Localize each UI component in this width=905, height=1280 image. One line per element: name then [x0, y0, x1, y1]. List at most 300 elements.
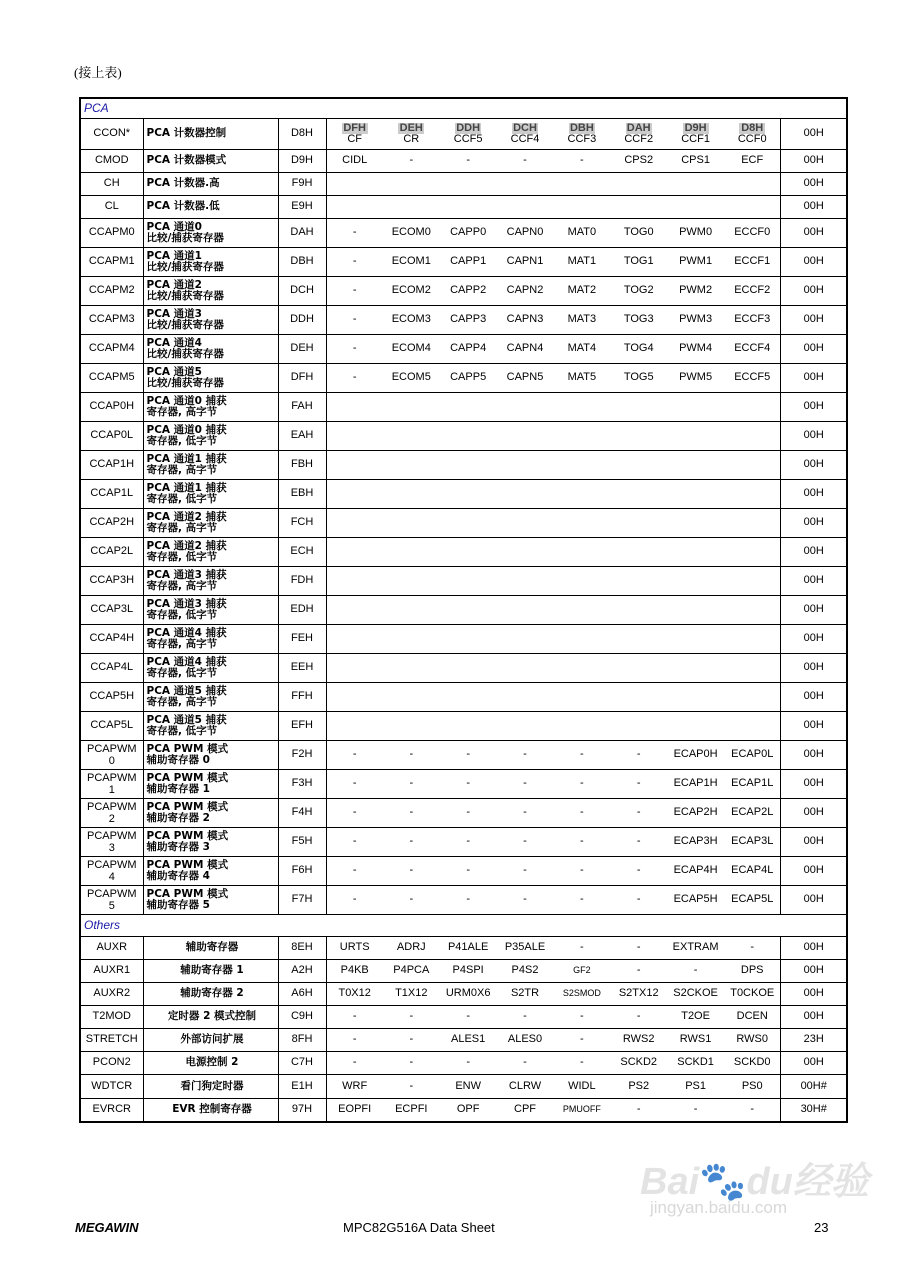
bit-cell: - — [497, 856, 554, 885]
register-description: 电源控制 2 — [143, 1051, 278, 1074]
reset-value: 00H — [781, 450, 847, 479]
bit-cell: SCKD2 — [610, 1051, 667, 1074]
bit-cell: CAPN0 — [497, 218, 554, 247]
register-address: EEH — [278, 653, 326, 682]
register-description: PCA 通道1 捕获 寄存器, 低字节 — [143, 479, 278, 508]
register-description: PCA 通道4 捕获 寄存器, 高字节 — [143, 624, 278, 653]
register-description: 看门狗定时器 — [143, 1074, 278, 1098]
register-description: PCA 计数器控制 — [143, 118, 278, 149]
bit-cell: SCKD0 — [724, 1051, 781, 1074]
register-name: PCAPWM 0 — [80, 740, 143, 769]
register-row — [80, 508, 847, 537]
register-address: EDH — [278, 595, 326, 624]
register-description: PCA PWM 模式 辅助寄存器 2 — [143, 798, 278, 827]
register-row — [80, 1074, 847, 1098]
register-address: EAH — [278, 421, 326, 450]
bit-name: CR — [403, 132, 420, 145]
register-name: CCON* — [80, 118, 143, 149]
register-name: PCAPWM 4 — [80, 856, 143, 885]
bit-cell: - — [383, 856, 440, 885]
bit-cell: ECAP1L — [724, 769, 781, 798]
bit-cell: - — [724, 1098, 781, 1122]
bit-cell: - — [497, 827, 554, 856]
bit-cell: ECAP3H — [667, 827, 724, 856]
bit-cell: - — [326, 798, 383, 827]
bit-cell: - — [383, 827, 440, 856]
register-name: CH — [80, 172, 143, 195]
register-address: EFH — [278, 711, 326, 740]
register-name: CCAP1H — [80, 450, 143, 479]
bit-cell: CPS1 — [667, 149, 724, 172]
register-address: FBH — [278, 450, 326, 479]
register-address: A2H — [278, 959, 326, 982]
bit-cell: - — [497, 1005, 554, 1028]
bit-cell: ECAP1H — [667, 769, 724, 798]
bit-cell: T0X12 — [326, 982, 383, 1005]
bit-cell: GF2 — [553, 959, 610, 982]
register-description: PCA 通道0 捕获 寄存器, 低字节 — [143, 421, 278, 450]
bit-cell: CIDL — [326, 149, 383, 172]
bit-cell: MAT5 — [553, 363, 610, 392]
register-address: DEH — [278, 334, 326, 363]
bit-cell: - — [553, 798, 610, 827]
bit-cell: - — [326, 769, 383, 798]
bit-cell: - — [610, 1098, 667, 1122]
register-address: FCH — [278, 508, 326, 537]
bit-cell: - — [553, 885, 610, 914]
bit-cell: PWM2 — [667, 276, 724, 305]
register-description: PCA 计数器.低 — [143, 195, 278, 218]
bit-cell: - — [440, 885, 497, 914]
bit-cell — [440, 118, 497, 149]
bit-cell: TOG5 — [610, 363, 667, 392]
continuation-note: (接上表) — [74, 65, 122, 80]
register-address: C9H — [278, 1005, 326, 1028]
register-description: PCA 通道1 捕获 寄存器, 高字节 — [143, 450, 278, 479]
reset-value: 00H — [781, 624, 847, 653]
section-header-row — [80, 98, 847, 118]
register-row — [80, 334, 847, 363]
reset-value: 30H# — [781, 1098, 847, 1122]
register-address: F2H — [278, 740, 326, 769]
bit-cell: T1X12 — [383, 982, 440, 1005]
register-address: DFH — [278, 363, 326, 392]
reset-value: 00H — [781, 856, 847, 885]
bit-cell: - — [383, 149, 440, 172]
bit-cell: PS0 — [724, 1074, 781, 1098]
bit-cell: P35ALE — [497, 936, 554, 959]
bit-cell: ADRJ — [383, 936, 440, 959]
reset-value: 00H — [781, 827, 847, 856]
register-address: FAH — [278, 392, 326, 421]
register-address: FEH — [278, 624, 326, 653]
register-address: DBH — [278, 247, 326, 276]
bit-cell: - — [440, 827, 497, 856]
bit-cell: ECCF4 — [724, 334, 781, 363]
bit-cell: - — [610, 936, 667, 959]
bit-cell: - — [610, 959, 667, 982]
bit-cell: ECCF2 — [724, 276, 781, 305]
bit-cell: WIDL — [553, 1074, 610, 1098]
bit-cell: CAPP0 — [440, 218, 497, 247]
bit-cell: MAT2 — [553, 276, 610, 305]
register-name: PCAPWM 1 — [80, 769, 143, 798]
register-row — [80, 247, 847, 276]
reset-value: 00H — [781, 334, 847, 363]
reset-value: 00H — [781, 149, 847, 172]
reset-value: 00H — [781, 885, 847, 914]
register-row — [80, 537, 847, 566]
bit-cell: - — [610, 885, 667, 914]
bit-cell: - — [326, 1051, 383, 1074]
register-address: D8H — [278, 118, 326, 149]
bit-cells-empty — [326, 479, 781, 508]
bit-address: D9H — [684, 121, 707, 134]
bit-name: CCF1 — [681, 132, 710, 145]
register-name: CCAP5H — [80, 682, 143, 711]
reset-value: 00H — [781, 959, 847, 982]
bit-cell: URM0X6 — [440, 982, 497, 1005]
register-address: 8EH — [278, 936, 326, 959]
bit-cell: ECAP2L — [724, 798, 781, 827]
register-row — [80, 1005, 847, 1028]
reset-value: 00H — [781, 769, 847, 798]
bit-cells-empty — [326, 421, 781, 450]
bit-cells-empty — [326, 653, 781, 682]
bit-cell: - — [383, 1005, 440, 1028]
bit-cell: - — [610, 769, 667, 798]
register-description: PCA 通道5 比较/捕获寄存器 — [143, 363, 278, 392]
reset-value: 00H — [781, 218, 847, 247]
register-row — [80, 392, 847, 421]
register-name: CCAPM5 — [80, 363, 143, 392]
register-name: STRETCH — [80, 1028, 143, 1051]
bit-cell: CAPP4 — [440, 334, 497, 363]
bit-cell: MAT4 — [553, 334, 610, 363]
bit-cell — [497, 118, 554, 149]
bit-cell: CAPN3 — [497, 305, 554, 334]
bit-address: DEH — [399, 121, 423, 134]
register-row — [80, 595, 847, 624]
bit-cell: - — [610, 798, 667, 827]
bit-cell: ECOM5 — [383, 363, 440, 392]
bit-cell: - — [326, 1028, 383, 1051]
bit-cell: ECAP4L — [724, 856, 781, 885]
reset-value: 00H — [781, 711, 847, 740]
bit-cell: - — [326, 885, 383, 914]
bit-cell: ECAP5H — [667, 885, 724, 914]
bit-cell: S2CKOE — [667, 982, 724, 1005]
register-description: PCA 通道2 比较/捕获寄存器 — [143, 276, 278, 305]
bit-cell: CAPN1 — [497, 247, 554, 276]
reset-value: 00H — [781, 276, 847, 305]
bit-cell: - — [610, 740, 667, 769]
register-description: 外部访问扩展 — [143, 1028, 278, 1051]
reset-value: 00H — [781, 798, 847, 827]
reset-value: 23H — [781, 1028, 847, 1051]
bit-cell: - — [553, 936, 610, 959]
register-address: F3H — [278, 769, 326, 798]
register-address: F5H — [278, 827, 326, 856]
bit-cell — [610, 118, 667, 149]
register-name: CCAP4L — [80, 653, 143, 682]
bit-cell: - — [440, 769, 497, 798]
bit-cell: CPS2 — [610, 149, 667, 172]
register-row — [80, 959, 847, 982]
bit-cell: P41ALE — [440, 936, 497, 959]
bit-cell: PWM0 — [667, 218, 724, 247]
register-description: PCA 通道0 比较/捕获寄存器 — [143, 218, 278, 247]
register-address: 8FH — [278, 1028, 326, 1051]
bit-cell: - — [497, 769, 554, 798]
register-row — [80, 479, 847, 508]
register-description: PCA 通道3 比较/捕获寄存器 — [143, 305, 278, 334]
register-description: PCA PWM 模式 辅助寄存器 4 — [143, 856, 278, 885]
bit-cells-empty — [326, 682, 781, 711]
bit-cell: PWM4 — [667, 334, 724, 363]
register-name: EVRCR — [80, 1098, 143, 1122]
bit-cell: CAPP3 — [440, 305, 497, 334]
bit-cell: DCEN — [724, 1005, 781, 1028]
bit-cell: RWS1 — [667, 1028, 724, 1051]
reset-value: 00H — [781, 479, 847, 508]
register-description: PCA 计数器.高 — [143, 172, 278, 195]
reset-value: 00H — [781, 247, 847, 276]
bit-name: CCF0 — [737, 132, 767, 145]
reset-value: 00H — [781, 566, 847, 595]
bit-cell — [553, 118, 610, 149]
register-description: PCA PWM 模式 辅助寄存器 1 — [143, 769, 278, 798]
bit-cell: CLRW — [497, 1074, 554, 1098]
reset-value: 00H — [781, 305, 847, 334]
bit-cell: TOG3 — [610, 305, 667, 334]
register-address: EBH — [278, 479, 326, 508]
bit-cell: PS1 — [667, 1074, 724, 1098]
bit-cell — [667, 118, 724, 149]
bit-cells-empty — [326, 450, 781, 479]
bit-cell: - — [326, 363, 383, 392]
bit-cells-empty — [326, 566, 781, 595]
bit-cell: - — [553, 769, 610, 798]
register-address: F7H — [278, 885, 326, 914]
bit-cell: P4S2 — [497, 959, 554, 982]
watermark-url: jingyan.baidu.com — [650, 1198, 788, 1217]
bit-cell: PS2 — [610, 1074, 667, 1098]
register-row — [80, 856, 847, 885]
bit-cell: - — [383, 885, 440, 914]
bit-cell: URTS — [326, 936, 383, 959]
sfr-table — [79, 97, 848, 1123]
register-name: CCAP2L — [80, 537, 143, 566]
bit-cell: - — [440, 856, 497, 885]
register-name: CCAP1L — [80, 479, 143, 508]
bit-cell: ALES0 — [497, 1028, 554, 1051]
bit-cells-empty — [326, 508, 781, 537]
register-address: DAH — [278, 218, 326, 247]
reset-value: 00H — [781, 392, 847, 421]
section-title: Others — [80, 914, 847, 936]
bit-cell: - — [326, 334, 383, 363]
bit-cell: - — [440, 1051, 497, 1074]
bit-cell: ECOM4 — [383, 334, 440, 363]
bit-cell: - — [667, 1098, 724, 1122]
bit-cell: ECAP0L — [724, 740, 781, 769]
reset-value: 00H# — [781, 1074, 847, 1098]
bit-cell: MAT3 — [553, 305, 610, 334]
bit-cell: - — [326, 276, 383, 305]
register-address: C7H — [278, 1051, 326, 1074]
bit-address: D8H — [741, 121, 764, 134]
register-row — [80, 195, 847, 218]
bit-cell: ECAP3L — [724, 827, 781, 856]
bit-name: CCF5 — [453, 132, 483, 145]
bit-cell: TOG4 — [610, 334, 667, 363]
register-name: AUXR2 — [80, 982, 143, 1005]
register-row — [80, 711, 847, 740]
register-description: PCA 通道1 比较/捕获寄存器 — [143, 247, 278, 276]
bit-cell: RWS2 — [610, 1028, 667, 1051]
bit-name: CCF2 — [624, 132, 654, 145]
register-description: PCA 通道5 捕获 寄存器, 高字节 — [143, 682, 278, 711]
register-row — [80, 1098, 847, 1122]
register-address: D9H — [278, 149, 326, 172]
bit-cell: ECAP2H — [667, 798, 724, 827]
bit-name: CF — [347, 132, 363, 145]
bit-cell: CPF — [497, 1098, 554, 1122]
bit-cell: ECOM3 — [383, 305, 440, 334]
reset-value: 00H — [781, 508, 847, 537]
bit-cell: - — [383, 1028, 440, 1051]
bit-cell: ECOM0 — [383, 218, 440, 247]
bit-cell: ECOM2 — [383, 276, 440, 305]
register-name: AUXR — [80, 936, 143, 959]
register-name: CCAP3L — [80, 595, 143, 624]
page-number: 23 — [814, 1220, 829, 1235]
bit-cell: WRF — [326, 1074, 383, 1098]
section-title: PCA — [80, 98, 847, 118]
register-row — [80, 363, 847, 392]
bit-cell: - — [553, 1028, 610, 1051]
bit-cell: S2TX12 — [610, 982, 667, 1005]
register-description: 辅助寄存器 1 — [143, 959, 278, 982]
register-row — [80, 218, 847, 247]
bit-cell: S2TR — [497, 982, 554, 1005]
bit-address: DDH — [456, 121, 481, 134]
bit-cell: TOG1 — [610, 247, 667, 276]
bit-cell: ECCF5 — [724, 363, 781, 392]
bit-cell: - — [610, 827, 667, 856]
bit-cell: MAT0 — [553, 218, 610, 247]
bit-cell: - — [553, 1051, 610, 1074]
bit-cell: P4SPI — [440, 959, 497, 982]
register-description: PCA 通道2 捕获 寄存器, 低字节 — [143, 537, 278, 566]
register-description: PCA 通道3 捕获 寄存器, 高字节 — [143, 566, 278, 595]
bit-cell: - — [724, 936, 781, 959]
register-description: PCA 通道5 捕获 寄存器, 低字节 — [143, 711, 278, 740]
bit-address: DAH — [626, 121, 651, 134]
bit-cell: EXTRAM — [667, 936, 724, 959]
register-description: 定时器 2 模式控制 — [143, 1005, 278, 1028]
register-row — [80, 450, 847, 479]
register-address: ECH — [278, 537, 326, 566]
bit-cell: ECF — [724, 149, 781, 172]
bit-cell: - — [553, 1005, 610, 1028]
register-name: CCAPM2 — [80, 276, 143, 305]
bit-cell: P4KB — [326, 959, 383, 982]
bit-cell: PWM1 — [667, 247, 724, 276]
register-row — [80, 982, 847, 1005]
bit-cells-empty — [326, 392, 781, 421]
bit-cell: OPF — [440, 1098, 497, 1122]
bit-cell: CAPP5 — [440, 363, 497, 392]
register-description: PCA PWM 模式 辅助寄存器 3 — [143, 827, 278, 856]
register-description: PCA PWM 模式 辅助寄存器 5 — [143, 885, 278, 914]
register-row — [80, 305, 847, 334]
bit-cell: - — [326, 247, 383, 276]
reset-value: 00H — [781, 195, 847, 218]
register-description: PCA 通道4 比较/捕获寄存器 — [143, 334, 278, 363]
bit-cell: - — [610, 1005, 667, 1028]
register-address: E9H — [278, 195, 326, 218]
bit-name: CCF4 — [510, 132, 540, 145]
register-address: E1H — [278, 1074, 326, 1098]
bit-cell: - — [553, 856, 610, 885]
bit-cell: CAPP2 — [440, 276, 497, 305]
register-name: CCAPM4 — [80, 334, 143, 363]
register-name: PCON2 — [80, 1051, 143, 1074]
bit-cells-empty — [326, 595, 781, 624]
bit-cell: - — [383, 769, 440, 798]
register-name: WDTCR — [80, 1074, 143, 1098]
register-row — [80, 118, 847, 149]
register-name: CCAPM3 — [80, 305, 143, 334]
reset-value: 00H — [781, 653, 847, 682]
register-description: PCA 计数器模式 — [143, 149, 278, 172]
register-name: CCAP3H — [80, 566, 143, 595]
bit-cell: - — [440, 740, 497, 769]
register-row — [80, 1028, 847, 1051]
register-address: DDH — [278, 305, 326, 334]
reset-value: 00H — [781, 740, 847, 769]
bit-cell: - — [553, 827, 610, 856]
bit-cell: - — [326, 856, 383, 885]
register-row — [80, 936, 847, 959]
bit-cell: ECAP4H — [667, 856, 724, 885]
register-address: 97H — [278, 1098, 326, 1122]
bit-cell: TOG0 — [610, 218, 667, 247]
reset-value: 00H — [781, 1051, 847, 1074]
bit-cell: T2OE — [667, 1005, 724, 1028]
register-row — [80, 740, 847, 769]
bit-cell: - — [440, 798, 497, 827]
footer-title: MPC82G516A Data Sheet — [343, 1220, 495, 1235]
bit-cell: - — [383, 1074, 440, 1098]
bit-cell — [326, 118, 383, 149]
register-name: PCAPWM 2 — [80, 798, 143, 827]
bit-cell: - — [497, 740, 554, 769]
reset-value: 00H — [781, 172, 847, 195]
bit-cell: PWM5 — [667, 363, 724, 392]
register-address: FFH — [278, 682, 326, 711]
bit-cell: - — [667, 959, 724, 982]
footer-brand: MEGAWIN — [75, 1220, 139, 1235]
bit-cell: S2SMOD — [553, 982, 610, 1005]
bit-cell: - — [497, 1051, 554, 1074]
reset-value: 00H — [781, 118, 847, 149]
register-name: PCAPWM 5 — [80, 885, 143, 914]
reset-value: 00H — [781, 595, 847, 624]
bit-cell: TOG2 — [610, 276, 667, 305]
